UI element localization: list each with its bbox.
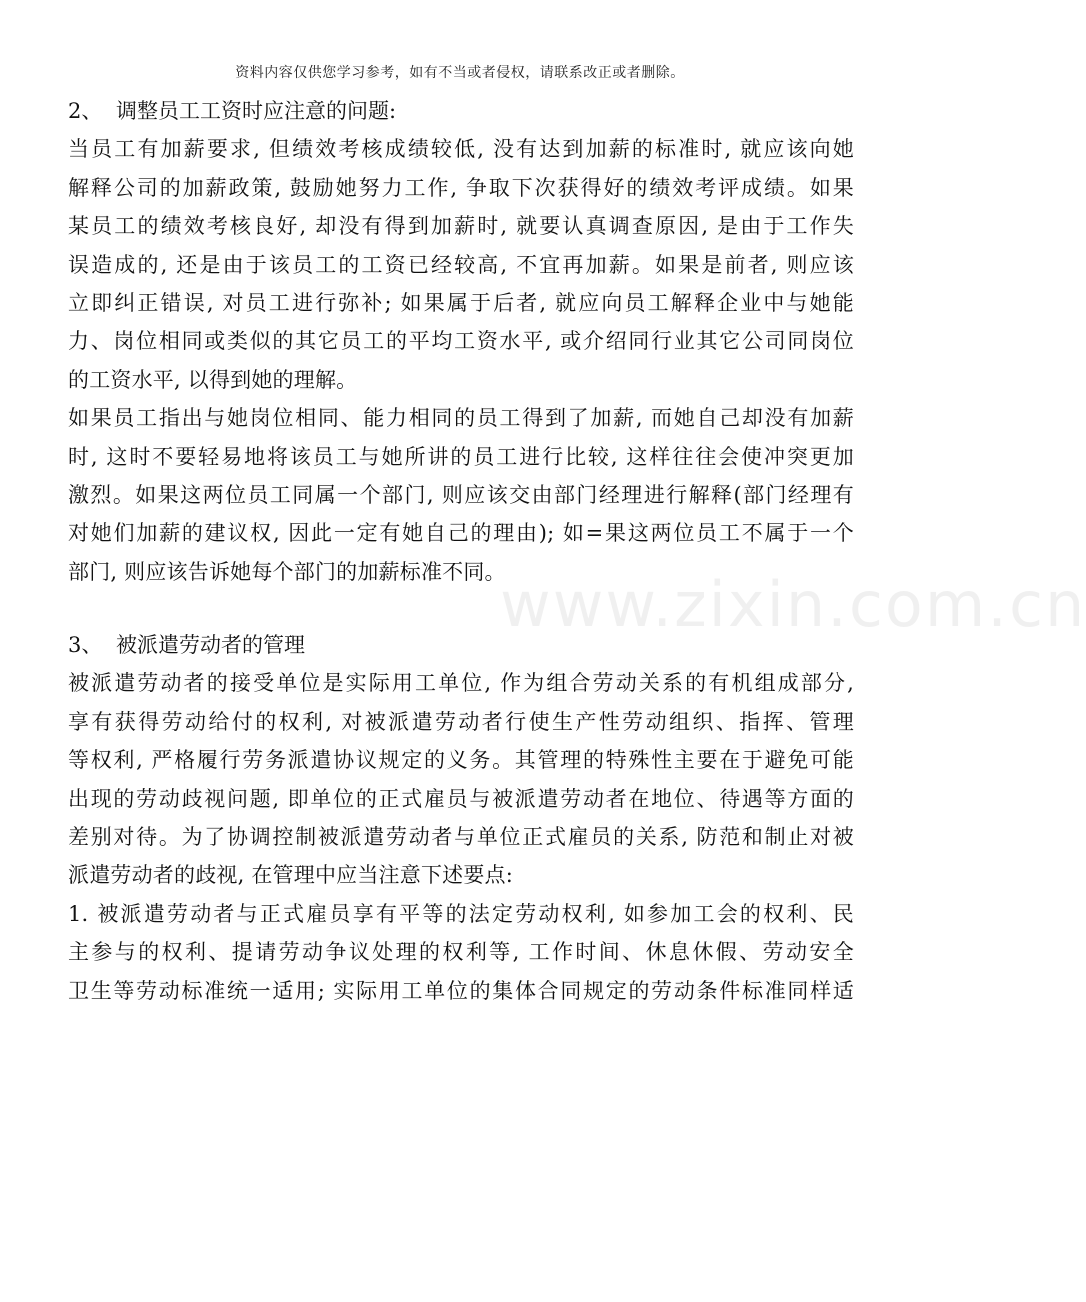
text-line: 部门, 则应该告诉她每个部门的加薪标准不同。: [68, 559, 506, 584]
section-gap: [68, 591, 854, 626]
text-line: 派遣劳动者的歧视, 在管理中应当注意下述要点:: [68, 863, 514, 888]
text-line: 对她们加薪的建议权, 因此一定有她自己的理由); 如=果这两位员工不属于一个: [68, 521, 854, 546]
section-2-paragraph-2: [68, 399, 854, 591]
section-3-paragraph-2: [68, 895, 854, 1010]
text-line: 主参与的权利、提请劳动争议处理的权利等, 工作时间、休息休假、劳动安全: [68, 940, 854, 965]
copyright-notice: 资料内容仅供您学习参考，如有不当或者侵权，请联系改正或者删除。: [235, 65, 685, 81]
text-line: 被派遣劳动者的接受单位是实际用工单位, 作为组合劳动关系的有机组成部分,: [68, 671, 854, 696]
section-2-number: 2、: [68, 99, 103, 123]
text-line: 如果员工指出与她岗位相同、能力相同的员工得到了加薪, 而她自己却没有加薪: [68, 406, 854, 431]
text-line: 时, 这时不要轻易地将该员工与她所讲的员工进行比较, 这样往往会使冲突更加: [68, 444, 854, 469]
text-line: 误造成的, 还是由于该员工的工资已经较高, 不宜再加薪。如果是前者, 则应该: [68, 252, 854, 277]
text-line: 享有获得劳动给付的权利, 对被派遣劳动者行使生产性劳动组织、指挥、管理: [68, 709, 854, 734]
section-3-heading: [68, 626, 854, 664]
text-line: 的工资水平, 以得到她的理解。: [68, 367, 358, 392]
text-line: 等权利, 严格履行劳务派遣协议规定的义务。其管理的特殊性主要在于避免可能: [68, 748, 854, 773]
section-3-number: 3、: [68, 633, 103, 658]
text-line: 立即纠正错误, 对员工进行弥补; 如果属于后者, 就应向员工解释企业中与她能: [68, 290, 854, 315]
text-line: 卫生等劳动标准统一适用; 实际用工单位的集体合同规定的劳动条件标准同样适: [68, 978, 854, 1003]
text-line: 解释公司的加薪政策, 鼓励她努力工作, 争取下次获得好的绩效考评成绩。如果: [68, 175, 854, 200]
text-line: 当员工有加薪要求, 但绩效考核成绩较低, 没有达到加薪的标准时, 就应该向她: [68, 137, 854, 162]
section-3-title: 被派遣劳动者的管理: [116, 633, 305, 658]
section-2-heading: [68, 92, 854, 130]
section-2-paragraph-1: [68, 130, 854, 399]
text-line: 1. 被派遣劳动者与正式雇员享有平等的法定劳动权利, 如参加工会的权利、民: [68, 901, 854, 926]
text-line: 某员工的绩效考核良好, 却没有得到加薪时, 就要认真调查原因, 是由于工作失: [68, 214, 854, 239]
text-line: 激烈。如果这两位员工同属一个部门, 则应该交由部门经理进行解释(部门经理有: [68, 482, 854, 507]
text-line: 差别对待。为了协调控制被派遣劳动者与单位正式雇员的关系, 防范和制止对被: [68, 825, 854, 850]
document-body: [68, 92, 854, 1010]
section-2-title: 调整员工工资时应注意的问题:: [116, 99, 397, 123]
text-line: 力、岗位相同或类似的其它员工的平均工资水平, 或介绍同行业其它公司同岗位: [68, 329, 854, 354]
watermark: www.zixin.com.cn: [500, 568, 1086, 641]
section-3-paragraph-1: [68, 664, 854, 894]
text-line: 出现的劳动歧视问题, 即单位的正式雇员与被派遣劳动者在地位、待遇等方面的: [68, 786, 854, 811]
